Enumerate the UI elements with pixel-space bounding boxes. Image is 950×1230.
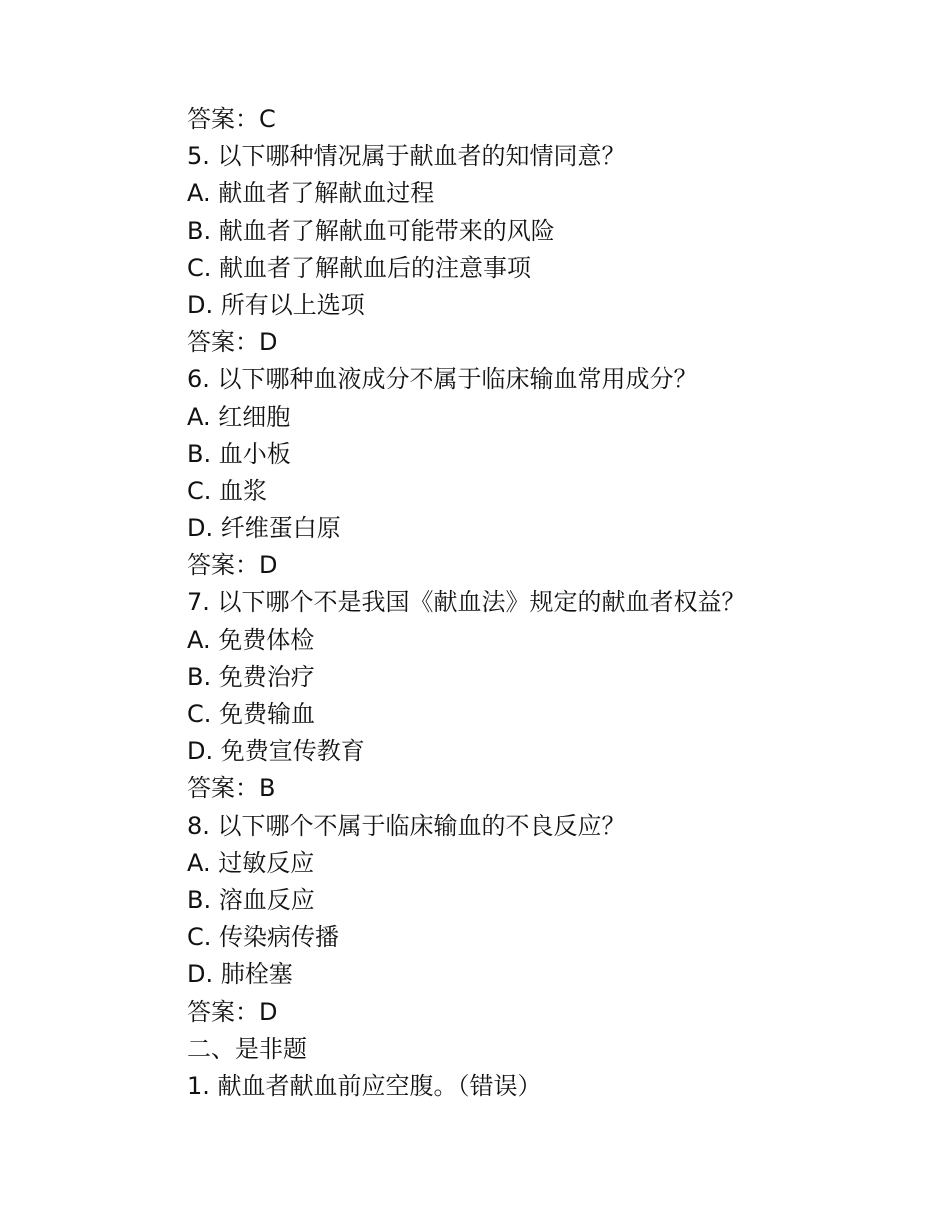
option-d: D. 纤维蛋白原 [187,514,341,543]
document-body [187,101,907,1105]
answer-line: 答案：C [187,105,276,133]
option-d: D. 免费宣传教育 [187,737,365,766]
section-heading-true-false: 二、是非题 [187,1034,307,1063]
option-c: C. 献血者了解献血后的注意事项 [187,253,532,282]
option-c: C. 免费输血 [187,700,316,728]
option-d: D. 肺栓塞 [187,960,293,989]
option-b: B. 血小板 [187,439,291,468]
option-a: A. 红细胞 [187,402,291,431]
option-a: A. 献血者了解献血过程 [187,179,435,208]
option-b: B. 溶血反应 [187,885,315,914]
option-b: B. 免费治疗 [187,662,315,691]
option-b: B. 献血者了解献血可能带来的风险 [187,216,555,245]
question-5: 5. 以下哪种情况属于献血者的知情同意？ [187,142,626,171]
answer-line: 答案：D [187,328,278,357]
option-a: A. 免费体检 [187,625,315,654]
option-c: C. 传染病传播 [187,923,340,952]
option-a: A. 过敏反应 [187,848,315,877]
question-6: 6. 以下哪种血液成分不属于临床输血常用成分？ [187,365,698,394]
option-c: C. 血浆 [187,476,268,505]
question-7: 7. 以下哪个不是我国《献血法》规定的献血者权益？ [187,588,746,617]
answer-line: 答案：B [187,774,276,803]
question-8: 8. 以下哪个不属于临床输血的不良反应？ [187,811,626,840]
true-false-item-1: 1. 献血者献血前应空腹。（错误） [187,1071,542,1100]
option-d: D. 所有以上选项 [187,290,365,319]
answer-line: 答案：D [187,551,278,580]
answer-line: 答案：D [187,997,278,1026]
